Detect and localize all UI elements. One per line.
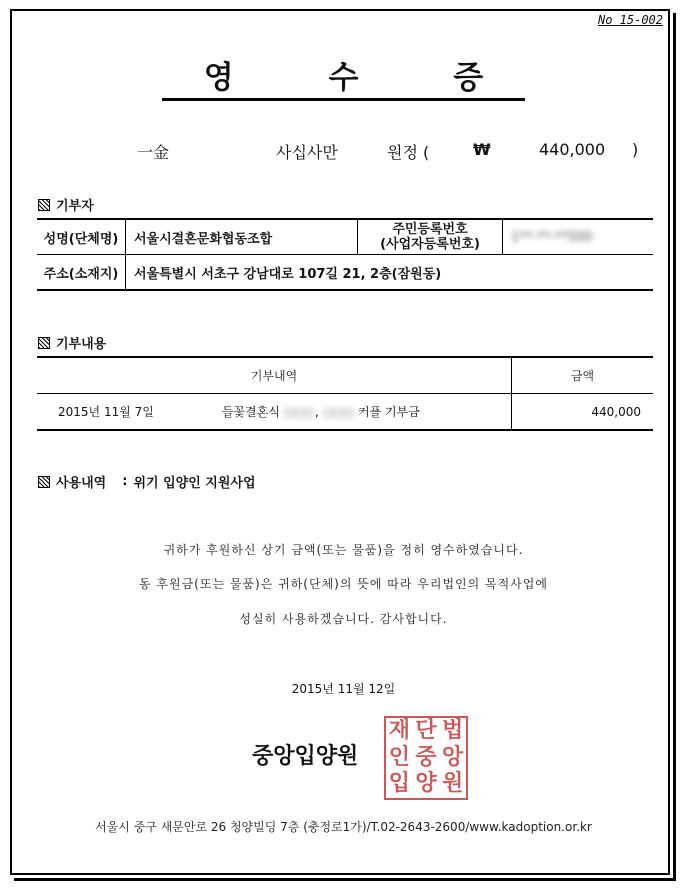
organization-name: 중앙입양원 — [252, 744, 359, 769]
row-amount: 440,000 — [512, 394, 654, 431]
footer-address: 서울시 중구 새문안로 26 청양빌딩 7층 (충정로1가)/T.02-2643-2600/www.kadoption.or.kr — [95, 820, 592, 834]
hatched-box-icon — [38, 199, 50, 211]
usage-value: 위기 입양인 지원사업 — [133, 476, 256, 491]
receipt-title — [0, 52, 687, 97]
id-label-line1: 주민등록번호 — [392, 222, 468, 237]
amount-prefix: 一金 — [137, 143, 170, 162]
row-desc-b: 커플 기부금 — [357, 405, 420, 419]
table-row — [37, 219, 653, 255]
table-header-row — [37, 357, 653, 394]
document-number: No 15-002 — [597, 13, 663, 27]
row-sep: , — [315, 405, 319, 419]
hatched-box-icon — [38, 337, 50, 349]
donor-heading-text: 기부자 — [56, 199, 94, 214]
id-label-line2: (사업자등록번호) — [380, 237, 480, 252]
usage-label: 사용내역 — [56, 476, 107, 491]
seal-char: 단 — [415, 718, 437, 743]
donor-section-heading — [38, 195, 94, 214]
amount-value: 440,000 — [539, 140, 606, 159]
row-date: 2015년 11월 7일 — [58, 405, 154, 419]
seal-char: 인 — [388, 744, 410, 770]
table-row — [37, 255, 653, 291]
contents-heading-text: 기부내용 — [56, 337, 107, 352]
message-line-1: 귀하가 후원하신 상기 금액(또는 물품)을 정히 영수하였습니다. — [163, 543, 524, 557]
amount-korean: 사십사만 — [276, 143, 338, 162]
seal-char: 입 — [388, 771, 410, 797]
col-amount-header: 금액 — [512, 357, 654, 394]
address-label: 주소(소재지) — [37, 255, 126, 291]
donor-table — [37, 218, 653, 291]
details-cell — [37, 394, 512, 431]
contents-table — [37, 356, 653, 431]
message-line-2: 동 후원금(또는 물품)은 귀하(단체)의 뜻에 따라 우리법인의 목적사업에 — [138, 577, 548, 591]
seal-char: 법 — [442, 718, 464, 743]
name-value: 서울시결혼문화협동조합 — [126, 219, 358, 255]
currency-symbol: ₩ — [473, 140, 491, 159]
seal-char: 원 — [442, 771, 464, 797]
usage-line — [38, 472, 256, 491]
seal-char: 앙 — [442, 744, 464, 770]
amount-suffix: 원정 ( — [387, 143, 430, 162]
usage-colon: : — [122, 474, 128, 489]
message-line-3: 성실히 사용하겠습니다. 감사합니다. — [239, 612, 448, 626]
issue-date: 2015년 11월 12일 — [291, 682, 396, 696]
row-desc-a: 들꽃결혼식 — [221, 405, 280, 419]
hatched-box-icon — [38, 476, 50, 488]
title-text: 영 수 증 — [162, 60, 525, 101]
seal-char: 중 — [415, 744, 437, 770]
name-label: 성명(단체명) — [37, 219, 126, 255]
table-row — [37, 394, 653, 431]
address-value: 서울특별시 서초구 강남대로 107길 21, 2층(잠원동) — [126, 255, 654, 291]
id-label — [358, 219, 503, 255]
id-value: 1**-**-**500 — [511, 229, 593, 245]
official-seal — [384, 716, 468, 800]
col-details-header: 기부내역 — [37, 357, 512, 394]
seal-char: 재 — [388, 718, 410, 743]
seal-char: 양 — [415, 771, 437, 797]
id-value-cell — [503, 219, 654, 255]
row-name-1: ○○○ — [283, 405, 316, 419]
row-name-2: ○○○ — [322, 405, 355, 419]
contents-section-heading — [38, 333, 106, 352]
amount-close: ) — [632, 140, 639, 159]
